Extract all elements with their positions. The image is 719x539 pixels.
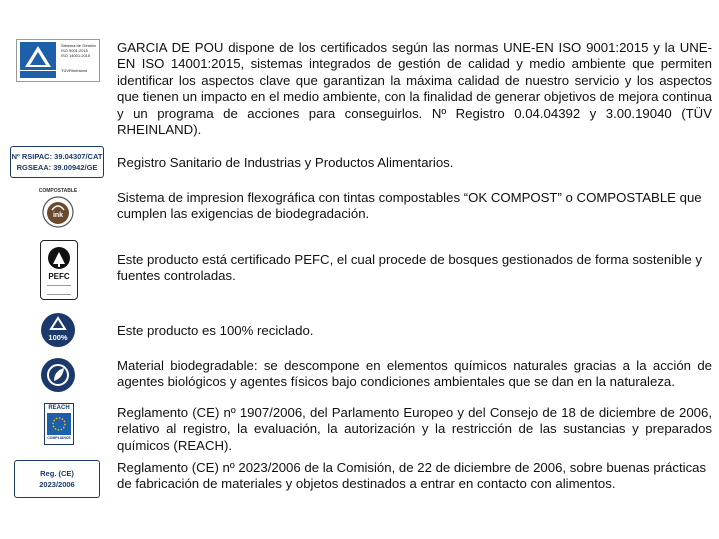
reach-compliance-logo bbox=[44, 403, 74, 445]
eu-stars-icon bbox=[47, 413, 71, 435]
tuv-line-4: TÜVRheinland bbox=[61, 68, 88, 73]
reach-text: Reglamento (CE) nº 1907/2006, del Parlamento Europeo y del Consejo de 18 de diciembre de 2006, relativo al registro, la evaluación, la autorización y la restricción de las sustancias y preparados químicos (REACH). bbox=[117, 405, 712, 453]
pefc-logo bbox=[40, 240, 78, 300]
rsipac-text: Registro Sanitario de Industrias y Productos Alimentarios. bbox=[117, 155, 454, 170]
recycled-100-icon bbox=[40, 312, 76, 348]
tuv-certification-logo bbox=[16, 39, 100, 82]
ink-label: ink bbox=[52, 212, 64, 219]
reach-compliance-label: COMPLIANCE bbox=[47, 436, 71, 440]
reg-ce-number: 2023/2006 bbox=[39, 480, 75, 489]
regce-text: Reglamento (CE) nº 2023/2006 de la Comisión, de 22 de diciembre de 2006, sobre buenas prácticas de fabricación de materiales y objetos destinados a entrar en contacto con alimentos. bbox=[117, 460, 707, 492]
rgseaa-number: RGSEAA: 39.00942/GE bbox=[16, 163, 98, 172]
recycled-percent: 100% bbox=[48, 333, 68, 342]
reg-ce-badge bbox=[14, 460, 100, 498]
registro-sanitario-badge bbox=[10, 146, 104, 178]
compost-text: Sistema de impresion flexográfica con tintas compostables “OK COMPOST” o COMPOSTABLE que cumplen las exigencias de biodegradación. bbox=[117, 190, 702, 222]
tuv-line-3: ISO 14001:2015 bbox=[61, 53, 91, 58]
pefc-text: Este producto está certificado PEFC, el cual procede de bosques gestionados de forma sostenible y fuentes controladas. bbox=[117, 252, 702, 284]
compostable-label: COMPOSTABLE bbox=[38, 188, 78, 194]
pefc-small-lines bbox=[47, 285, 71, 295]
reg-ce-label: Reg. (CE) bbox=[40, 469, 74, 478]
compostable-ink-icon bbox=[38, 188, 78, 230]
pefc-label: PEFC bbox=[48, 272, 70, 281]
reach-label: REACH bbox=[48, 405, 70, 411]
biodegradable-text: Material biodegradable: se descompone en elementos químicos naturales gracias a la acción de agentes biológicos y agentes físicos bajo condiciones ambientales que se dan en la naturaleza. bbox=[117, 358, 712, 390]
pefc-tree-icon bbox=[41, 244, 77, 274]
biodegradable-leaf-icon bbox=[40, 357, 76, 393]
iso-text: GARCIA DE POU dispone de los certificados según las normas UNE-EN ISO 9001:2015 y la UNE-EN ISO 14001:2015, sistemas integrados de gestión de calidad y medio ambiente que permiten identificar los aspectos clave que garantizan la máxima calidad de nuestro servicio y los aspectos que tienen un impacto en el medio ambiente, con la finalidad de generar objetivos de mejora continua y un programa de acciones para conseguirlos. Nº Registro 0.04.04392 y 3.00.19040 (TÜV RHEINLAND). bbox=[117, 40, 712, 138]
tuv-line-1: Sistema de Gestión bbox=[61, 43, 96, 48]
rsipac-number: Nº RSIPAC: 39.04307/CAT bbox=[11, 152, 103, 161]
recycle-icon bbox=[40, 312, 76, 348]
leaf-icon bbox=[40, 357, 76, 393]
recycled-text: Este producto es 100% reciclado. bbox=[117, 323, 314, 338]
tuv-line-2: ISO 9001:2015 bbox=[61, 48, 88, 53]
tuv-triangle-icon bbox=[18, 40, 58, 80]
